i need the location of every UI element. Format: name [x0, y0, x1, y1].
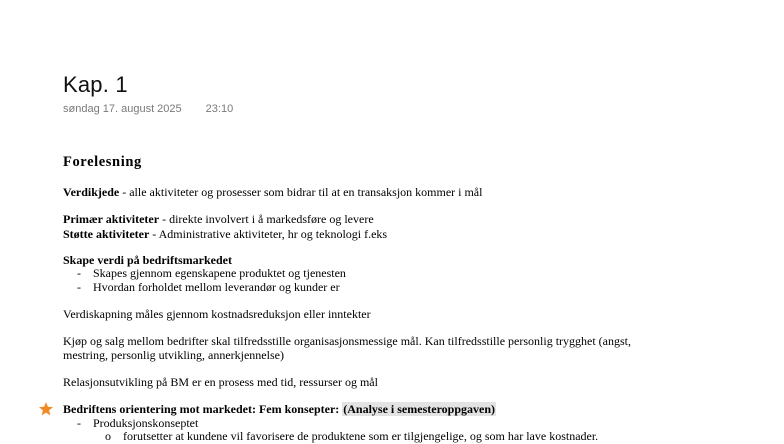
text-verdikjede: - alle aktiviteter og prosesser som bidrar til at en transaksjon kommer i mål — [119, 185, 483, 199]
list-item[interactable]: - Hvordan forholdet mellom leverandør og kunder er — [77, 280, 340, 294]
section-heading[interactable]: Forelesning — [63, 154, 142, 170]
paragraph-stotte[interactable] — [63, 227, 387, 242]
list-item[interactable]: - Skapes gjennom egenskapene produktet og tjenesten — [77, 266, 346, 280]
dash-bullet: - — [77, 280, 81, 294]
paragraph-kjop-line-1[interactable]: Kjøp og salg mellom bedrifter skal tilfredsstille organisasjonsmessige mål. Kan tilfredsstille personlig trygghet (angst, — [63, 334, 632, 348]
page-time: 23:10 — [205, 103, 234, 115]
sub-list-item[interactable]: o forutsetter at kundene vil favorisere de produktene som er tilgjengelige, og som har lave kostnader. — [105, 429, 599, 443]
page-metadata — [63, 103, 233, 115]
term-stotte: Støtte aktiviteter — [63, 227, 150, 241]
paragraph-orientering[interactable] — [63, 402, 496, 417]
term-verdikjede: Verdikjede — [63, 185, 120, 199]
paragraph-verdikjede[interactable] — [63, 185, 482, 200]
paragraph-kjop-line-2[interactable]: mestring, personlig utvikling, annerkjennelse) — [63, 348, 284, 362]
paragraph-relasjon[interactable]: Relasjonsutvikling på BM er en prosess med tid, ressurser og mål — [63, 375, 378, 389]
highlighted-text: (Analyse i semesteroppgaven) — [343, 402, 496, 416]
term-orientering: Bedriftens orientering mot markedet: Fem konsepter: — [63, 402, 340, 416]
star-icon[interactable] — [38, 401, 54, 417]
text-stotte: - Administrative aktiviteter, hr og teknologi f.eks — [149, 227, 388, 241]
list-item[interactable]: - Produksjonskonseptet — [77, 416, 199, 430]
page-date: søndag 17. august 2025 — [63, 103, 182, 115]
page-title[interactable]: Kap. 1 — [63, 72, 128, 97]
circle-bullet: o — [105, 429, 111, 443]
subheading-skape-verdi[interactable]: Skape verdi på bedriftsmarkedet — [63, 253, 232, 267]
term-primaer: Primær aktiviteter — [63, 212, 160, 226]
paragraph-primaer[interactable] — [63, 212, 374, 227]
dash-bullet: - — [77, 266, 81, 280]
text-primaer: - direkte involvert i å markedsføre og levere — [159, 212, 374, 226]
paragraph-verdiskapning[interactable]: Verdiskapning måles gjennom kostnadsreduksjon eller inntekter — [63, 307, 371, 321]
dash-bullet: - — [77, 416, 81, 430]
